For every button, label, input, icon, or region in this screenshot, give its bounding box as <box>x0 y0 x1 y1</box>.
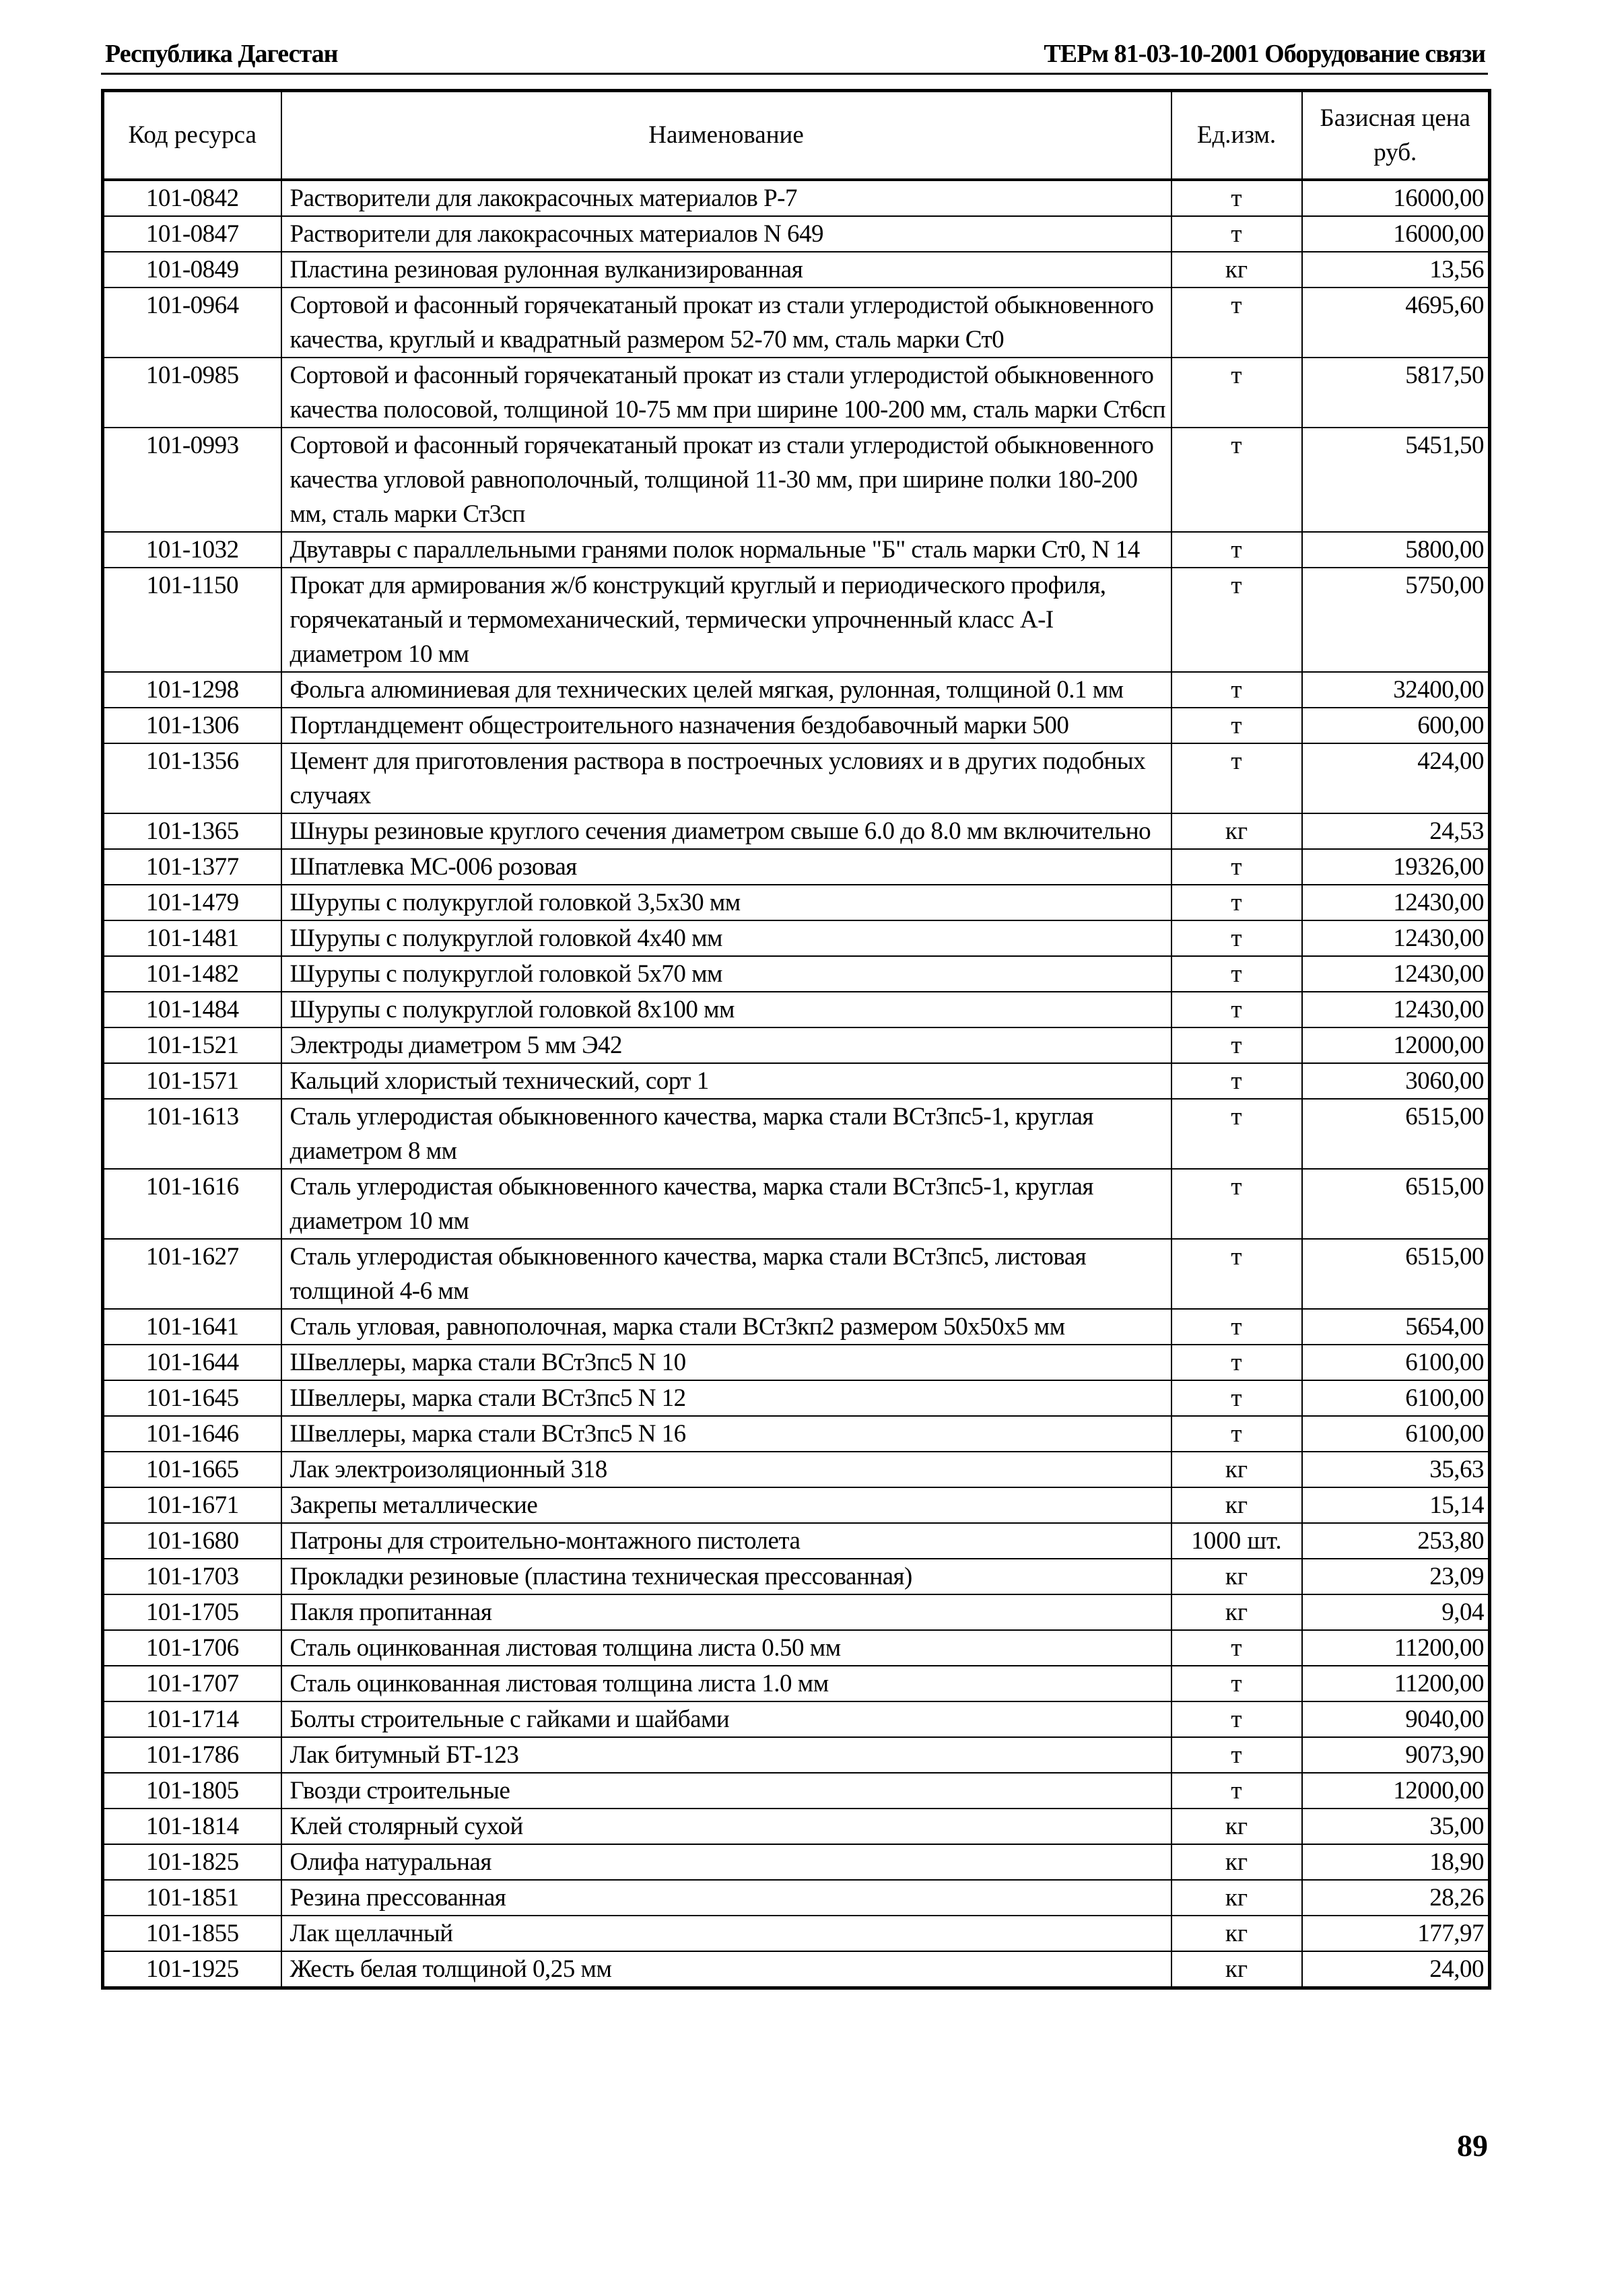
cell-base-price: 5750,00 <box>1302 568 1490 672</box>
cell-unit: т <box>1171 1169 1302 1239</box>
cell-unit: т <box>1171 708 1302 743</box>
cell-unit: кг <box>1171 1809 1302 1844</box>
cell-resource-code: 101-1680 <box>103 1523 281 1559</box>
cell-resource-name: Патроны для строительно-монтажного пистолета <box>281 1523 1171 1559</box>
cell-resource-name: Шнуры резиновые круглого сечения диаметром свыше 6.0 до 8.0 мм включительно <box>281 813 1171 849</box>
cell-unit: т <box>1171 1027 1302 1063</box>
table-row <box>103 1594 1490 1630</box>
cell-base-price: 9,04 <box>1302 1594 1490 1630</box>
cell-resource-code: 101-1306 <box>103 708 281 743</box>
table-row <box>103 1559 1490 1594</box>
cell-resource-code: 101-1298 <box>103 672 281 708</box>
cell-base-price: 5654,00 <box>1302 1309 1490 1345</box>
cell-resource-code: 101-0849 <box>103 252 281 288</box>
cell-resource-code: 101-1707 <box>103 1666 281 1701</box>
cell-resource-name: Резина прессованная <box>281 1880 1171 1916</box>
cell-base-price: 15,14 <box>1302 1487 1490 1523</box>
table-row <box>103 1416 1490 1452</box>
column-header-price-line2: руб. <box>1373 138 1417 166</box>
cell-resource-code: 101-1571 <box>103 1063 281 1099</box>
cell-base-price: 3060,00 <box>1302 1063 1490 1099</box>
cell-base-price: 35,63 <box>1302 1452 1490 1487</box>
page-header <box>101 32 1488 75</box>
table-row <box>103 288 1490 358</box>
cell-resource-name: Сталь угловая, равнополочная, марка стали ВСт3кп2 размером 50х50х5 мм <box>281 1309 1171 1345</box>
cell-resource-name: Электроды диаметром 5 мм Э42 <box>281 1027 1171 1063</box>
cell-unit: т <box>1171 1380 1302 1416</box>
cell-resource-code: 101-0842 <box>103 180 281 216</box>
resource-price-table-wrapper <box>101 89 1488 1990</box>
cell-resource-code: 101-1521 <box>103 1027 281 1063</box>
cell-resource-code: 101-1671 <box>103 1487 281 1523</box>
cell-resource-name: Жесть белая толщиной 0,25 мм <box>281 1951 1171 1988</box>
cell-base-price: 12430,00 <box>1302 956 1490 992</box>
table-row <box>103 1452 1490 1487</box>
cell-base-price: 24,00 <box>1302 1951 1490 1988</box>
cell-resource-code: 101-1665 <box>103 1452 281 1487</box>
cell-base-price: 6100,00 <box>1302 1416 1490 1452</box>
cell-resource-name: Двутавры с параллельными гранями полок нормальные "Б" сталь марки Ст0, N 14 <box>281 532 1171 568</box>
cell-unit: кг <box>1171 1594 1302 1630</box>
cell-base-price: 5817,50 <box>1302 358 1490 428</box>
table-row <box>103 1487 1490 1523</box>
cell-unit: т <box>1171 1239 1302 1309</box>
cell-unit: т <box>1171 849 1302 885</box>
cell-resource-code: 101-1645 <box>103 1380 281 1416</box>
cell-unit: кг <box>1171 1487 1302 1523</box>
cell-resource-name: Швеллеры, марка стали ВСт3пс5 N 16 <box>281 1416 1171 1452</box>
cell-base-price: 600,00 <box>1302 708 1490 743</box>
header-region: Республика Дагестан <box>105 40 338 68</box>
cell-resource-name: Олифа натуральная <box>281 1844 1171 1880</box>
cell-resource-code: 101-0847 <box>103 216 281 252</box>
cell-base-price: 11200,00 <box>1302 1630 1490 1666</box>
cell-resource-code: 101-1365 <box>103 813 281 849</box>
cell-resource-name: Швеллеры, марка стали ВСт3пс5 N 10 <box>281 1345 1171 1380</box>
cell-unit: т <box>1171 1063 1302 1099</box>
cell-resource-code: 101-1481 <box>103 920 281 956</box>
cell-base-price: 19326,00 <box>1302 849 1490 885</box>
cell-unit: кг <box>1171 1880 1302 1916</box>
table-row <box>103 1345 1490 1380</box>
cell-base-price: 6515,00 <box>1302 1169 1490 1239</box>
cell-base-price: 12000,00 <box>1302 1027 1490 1063</box>
cell-resource-code: 101-1706 <box>103 1630 281 1666</box>
cell-resource-name: Растворители для лакокрасочных материалов Р-7 <box>281 180 1171 216</box>
cell-unit: т <box>1171 920 1302 956</box>
cell-unit: т <box>1171 992 1302 1027</box>
cell-resource-code: 101-1703 <box>103 1559 281 1594</box>
table-row <box>103 1951 1490 1988</box>
cell-base-price: 11200,00 <box>1302 1666 1490 1701</box>
cell-resource-name: Растворители для лакокрасочных материалов N 649 <box>281 216 1171 252</box>
cell-resource-name: Сортовой и фасонный горячекатаный прокат из стали углеродистой обыкновенного качества, круглый и квадратный размером 52-70 мм, сталь марки Ст0 <box>281 288 1171 358</box>
table-row <box>103 1737 1490 1773</box>
column-header-code: Код ресурса <box>103 91 281 180</box>
table-row <box>103 428 1490 532</box>
table-row <box>103 992 1490 1027</box>
cell-base-price: 177,97 <box>1302 1916 1490 1951</box>
cell-resource-name: Кальций хлористый технический, сорт 1 <box>281 1063 1171 1099</box>
cell-base-price: 16000,00 <box>1302 180 1490 216</box>
cell-resource-name: Лак битумный БТ-123 <box>281 1737 1171 1773</box>
cell-unit: т <box>1171 428 1302 532</box>
cell-base-price: 12430,00 <box>1302 992 1490 1027</box>
cell-base-price: 13,56 <box>1302 252 1490 288</box>
cell-base-price: 28,26 <box>1302 1880 1490 1916</box>
column-header-name: Наименование <box>281 91 1171 180</box>
cell-unit: т <box>1171 885 1302 920</box>
cell-unit: т <box>1171 743 1302 813</box>
table-row <box>103 885 1490 920</box>
cell-unit: т <box>1171 672 1302 708</box>
cell-resource-code: 101-1641 <box>103 1309 281 1345</box>
cell-resource-code: 101-1150 <box>103 568 281 672</box>
cell-resource-code: 101-1855 <box>103 1916 281 1951</box>
cell-resource-code: 101-1714 <box>103 1701 281 1737</box>
table-row <box>103 1169 1490 1239</box>
cell-base-price: 16000,00 <box>1302 216 1490 252</box>
cell-unit: т <box>1171 1309 1302 1345</box>
table-row <box>103 1027 1490 1063</box>
table-row <box>103 1630 1490 1666</box>
cell-base-price: 6100,00 <box>1302 1345 1490 1380</box>
cell-resource-code: 101-1479 <box>103 885 281 920</box>
cell-resource-code: 101-1705 <box>103 1594 281 1630</box>
cell-base-price: 12000,00 <box>1302 1773 1490 1809</box>
cell-base-price: 32400,00 <box>1302 672 1490 708</box>
cell-resource-name: Сталь углеродистая обыкновенного качества, марка стали ВСт3пс5-1, круглая диаметром 10 мм <box>281 1169 1171 1239</box>
cell-unit: 1000 шт. <box>1171 1523 1302 1559</box>
table-body <box>103 180 1490 1988</box>
cell-unit: кг <box>1171 252 1302 288</box>
column-header-price <box>1302 91 1490 180</box>
table-header <box>103 91 1490 180</box>
cell-base-price: 253,80 <box>1302 1523 1490 1559</box>
table-row <box>103 813 1490 849</box>
table-row <box>103 849 1490 885</box>
cell-resource-name: Гвозди строительные <box>281 1773 1171 1809</box>
table-row <box>103 1063 1490 1099</box>
table-row <box>103 1701 1490 1737</box>
table-row <box>103 568 1490 672</box>
cell-resource-name: Шпатлевка МС-006 розовая <box>281 849 1171 885</box>
cell-resource-name: Шурупы с полукруглой головкой 5х70 мм <box>281 956 1171 992</box>
cell-base-price: 23,09 <box>1302 1559 1490 1594</box>
cell-unit: кг <box>1171 813 1302 849</box>
cell-resource-code: 101-1646 <box>103 1416 281 1452</box>
cell-base-price: 18,90 <box>1302 1844 1490 1880</box>
cell-resource-name: Лак щеллачный <box>281 1916 1171 1951</box>
cell-unit: т <box>1171 1701 1302 1737</box>
table-row <box>103 358 1490 428</box>
cell-resource-code: 101-1482 <box>103 956 281 992</box>
cell-resource-name: Сталь оцинкованная листовая толщина листа 0.50 мм <box>281 1630 1171 1666</box>
cell-resource-code: 101-1805 <box>103 1773 281 1809</box>
table-row <box>103 1809 1490 1844</box>
cell-unit: т <box>1171 1773 1302 1809</box>
cell-unit: кг <box>1171 1452 1302 1487</box>
cell-resource-code: 101-1484 <box>103 992 281 1027</box>
cell-base-price: 424,00 <box>1302 743 1490 813</box>
cell-base-price: 6100,00 <box>1302 1380 1490 1416</box>
table-row <box>103 532 1490 568</box>
cell-unit: т <box>1171 1345 1302 1380</box>
table-row <box>103 252 1490 288</box>
cell-base-price: 5800,00 <box>1302 532 1490 568</box>
cell-resource-name: Шурупы с полукруглой головкой 4х40 мм <box>281 920 1171 956</box>
cell-resource-code: 101-1644 <box>103 1345 281 1380</box>
cell-resource-code: 101-1851 <box>103 1880 281 1916</box>
cell-base-price: 4695,60 <box>1302 288 1490 358</box>
cell-unit: т <box>1171 1666 1302 1701</box>
cell-resource-code: 101-1925 <box>103 1951 281 1988</box>
cell-resource-name: Лак электроизоляционный 318 <box>281 1452 1171 1487</box>
table-row <box>103 1523 1490 1559</box>
table-row <box>103 216 1490 252</box>
cell-unit: т <box>1171 288 1302 358</box>
cell-resource-code: 101-1627 <box>103 1239 281 1309</box>
table-row <box>103 1773 1490 1809</box>
table-row <box>103 1239 1490 1309</box>
cell-unit: т <box>1171 532 1302 568</box>
table-row <box>103 920 1490 956</box>
cell-unit: кг <box>1171 1559 1302 1594</box>
cell-resource-code: 101-1613 <box>103 1099 281 1169</box>
table-row <box>103 1880 1490 1916</box>
table-row <box>103 1916 1490 1951</box>
cell-resource-name: Болты строительные с гайками и шайбами <box>281 1701 1171 1737</box>
cell-unit: т <box>1171 1099 1302 1169</box>
cell-resource-code: 101-1825 <box>103 1844 281 1880</box>
cell-resource-name: Сталь углеродистая обыкновенного качества, марка стали ВСт3пс5-1, круглая диаметром 8 мм <box>281 1099 1171 1169</box>
table-row <box>103 672 1490 708</box>
cell-resource-code: 101-0993 <box>103 428 281 532</box>
cell-resource-name: Сталь углеродистая обыкновенного качества, марка стали ВСт3пс5, листовая толщиной 4-6 мм <box>281 1239 1171 1309</box>
table-row <box>103 1309 1490 1345</box>
cell-unit: т <box>1171 216 1302 252</box>
cell-unit: кг <box>1171 1951 1302 1988</box>
resource-price-table <box>101 89 1491 1990</box>
cell-base-price: 5451,50 <box>1302 428 1490 532</box>
cell-resource-name: Закрепы металлические <box>281 1487 1171 1523</box>
cell-base-price: 24,53 <box>1302 813 1490 849</box>
table-row <box>103 1666 1490 1701</box>
cell-unit: кг <box>1171 1844 1302 1880</box>
cell-resource-code: 101-1814 <box>103 1809 281 1844</box>
page-number: 89 <box>1457 2128 1488 2163</box>
column-header-price-line1: Базисная цена <box>1320 104 1470 132</box>
cell-resource-name: Сортовой и фасонный горячекатаный прокат из стали углеродистой обыкновенного качества полосовой, толщиной 10-75 мм при ширине 100-200 мм, сталь марки Ст6сп <box>281 358 1171 428</box>
cell-resource-name: Шурупы с полукруглой головкой 8х100 мм <box>281 992 1171 1027</box>
cell-base-price: 12430,00 <box>1302 920 1490 956</box>
cell-resource-name: Клей столярный сухой <box>281 1809 1171 1844</box>
cell-unit: т <box>1171 180 1302 216</box>
cell-resource-code: 101-1786 <box>103 1737 281 1773</box>
cell-resource-name: Сортовой и фасонный горячекатаный прокат из стали углеродистой обыкновенного качества угловой равнополочный, толщиной 11-30 мм, при ширине полки 180-200 мм, сталь марки Ст3сп <box>281 428 1171 532</box>
cell-base-price: 9040,00 <box>1302 1701 1490 1737</box>
table-row <box>103 956 1490 992</box>
table-row <box>103 1099 1490 1169</box>
table-row <box>103 708 1490 743</box>
cell-resource-name: Цемент для приготовления раствора в построечных условиях и в других подобных случаях <box>281 743 1171 813</box>
cell-unit: т <box>1171 568 1302 672</box>
header-document-code: ТЕРм 81-03-10-2001 Оборудование связи <box>1044 40 1485 68</box>
cell-unit: т <box>1171 956 1302 992</box>
cell-resource-code: 101-1032 <box>103 532 281 568</box>
cell-unit: т <box>1171 1630 1302 1666</box>
cell-resource-name: Пакля пропитанная <box>281 1594 1171 1630</box>
column-header-unit: Ед.изм. <box>1171 91 1302 180</box>
cell-base-price: 9073,90 <box>1302 1737 1490 1773</box>
table-header-row <box>103 91 1490 180</box>
cell-resource-code: 101-0964 <box>103 288 281 358</box>
cell-resource-name: Прокладки резиновые (пластина техническая прессованная) <box>281 1559 1171 1594</box>
cell-unit: т <box>1171 1416 1302 1452</box>
cell-unit: кг <box>1171 1916 1302 1951</box>
table-row <box>103 1844 1490 1880</box>
cell-resource-code: 101-1377 <box>103 849 281 885</box>
cell-resource-name: Швеллеры, марка стали ВСт3пс5 N 12 <box>281 1380 1171 1416</box>
cell-resource-name: Фольга алюминиевая для технических целей мягкая, рулонная, толщиной 0.1 мм <box>281 672 1171 708</box>
cell-resource-code: 101-1356 <box>103 743 281 813</box>
cell-resource-name: Шурупы с полукруглой головкой 3,5х30 мм <box>281 885 1171 920</box>
table-row <box>103 1380 1490 1416</box>
cell-resource-code: 101-0985 <box>103 358 281 428</box>
cell-base-price: 35,00 <box>1302 1809 1490 1844</box>
cell-base-price: 6515,00 <box>1302 1239 1490 1309</box>
cell-resource-code: 101-1616 <box>103 1169 281 1239</box>
cell-unit: т <box>1171 1737 1302 1773</box>
cell-resource-name: Прокат для армирования ж/б конструкций круглый и периодического профиля, горячекатаный и термомеханический, термически упрочненный класс А-I диаметром 10 мм <box>281 568 1171 672</box>
cell-unit: т <box>1171 358 1302 428</box>
cell-base-price: 6515,00 <box>1302 1099 1490 1169</box>
cell-resource-name: Портландцемент общестроительного назначения бездобавочный марки 500 <box>281 708 1171 743</box>
cell-resource-name: Сталь оцинкованная листовая толщина листа 1.0 мм <box>281 1666 1171 1701</box>
cell-base-price: 12430,00 <box>1302 885 1490 920</box>
table-row <box>103 180 1490 216</box>
table-row <box>103 743 1490 813</box>
cell-resource-name: Пластина резиновая рулонная вулканизированная <box>281 252 1171 288</box>
